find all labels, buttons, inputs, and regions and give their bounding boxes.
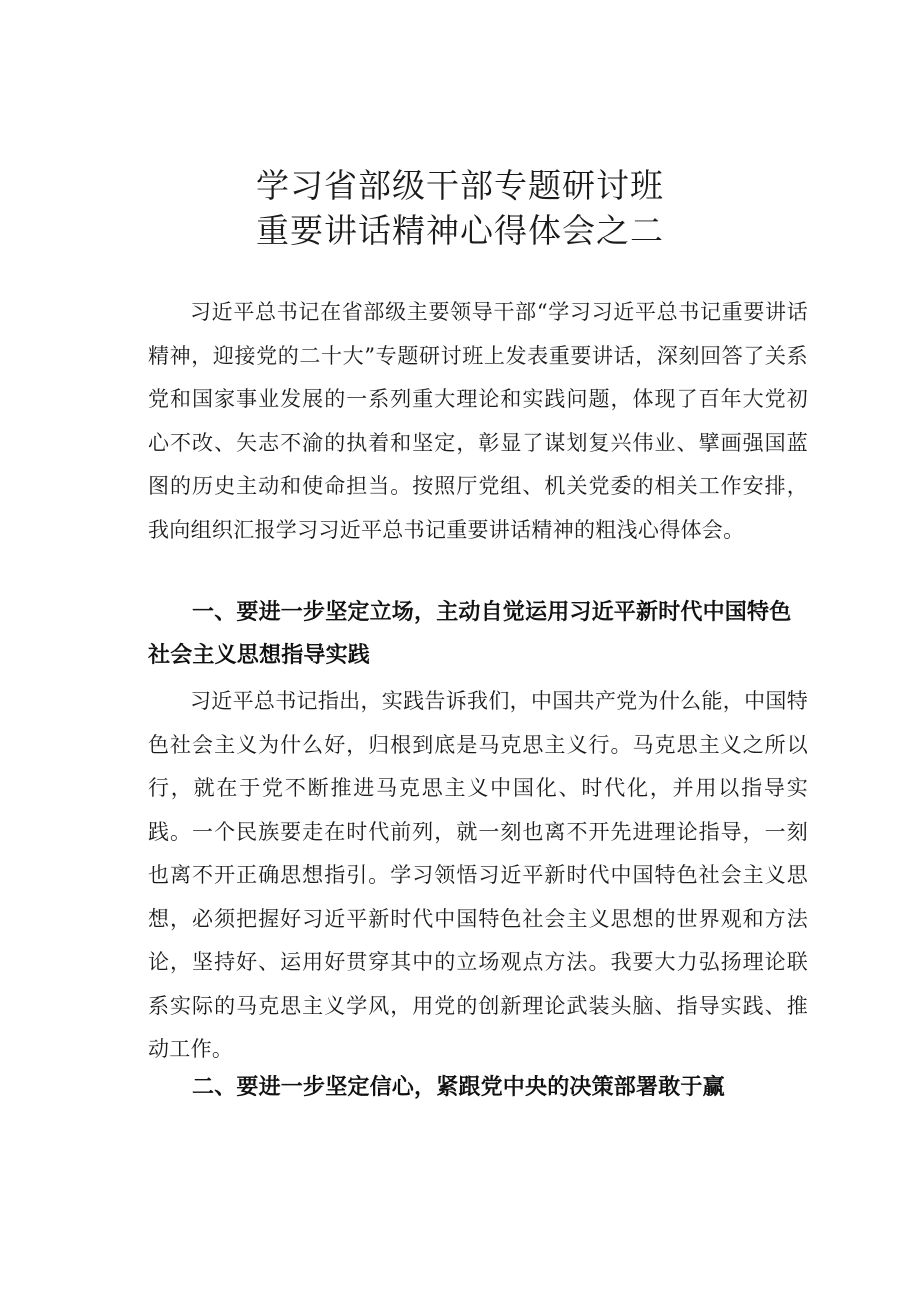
document-title-line-2: 重要讲话精神心得体会之二: [256, 211, 664, 250]
section-1-paragraph: 习近平总书记指出，实践告诉我们，中国共产党为什么能，中国特色社会主义为什么好，归根到底是马克思主义行。马克思主义之所以行，就在于党不断推进马克思主义中国化、时代化，并用以指导实践。一个民族要走在时代前列，就一刻也离不开先进理论指导，一刻也离不开正确思想指引。学习领悟习近平新时代中国特色社会主义思想，必须把握好习近平新时代中国特色社会主义思想的世界观和方法论，坚持好、运用好贯穿其中的立场观点方法。我要大力弘扬理论联系实际的马克思主义学风，用党的创新理论武装头脑、指导实践、推动工作。: [148, 689, 808, 1061]
section-1-heading: 一、要进一步坚定立场，主动自觉运用习近平新时代中国特色社会主义思想指导实践: [148, 600, 792, 668]
document-title-line-1: 学习省部级干部专题研讨班: [256, 166, 664, 205]
section-2-heading: 二、要进一步坚定信心，紧跟党中央的决策部署敢于赢: [192, 1075, 725, 1100]
intro-paragraph: 习近平总书记在省部级主要领导干部“学习习近平总书记重要讲话精神，迎接党的二十大”专题研讨班上发表重要讲话，深刻回答了关系党和国家事业发展的一系列重大理论和实践问题，体现了百年大党初心不改、矢志不渝的执着和坚定，彰显了谋划复兴伟业、擘画强国蓝图的历史主动和使命担当。按照厅党组、机关党委的相关工作安排，我向组织汇报学习习近平总书记重要讲话精神的粗浅心得体会。: [148, 300, 808, 542]
